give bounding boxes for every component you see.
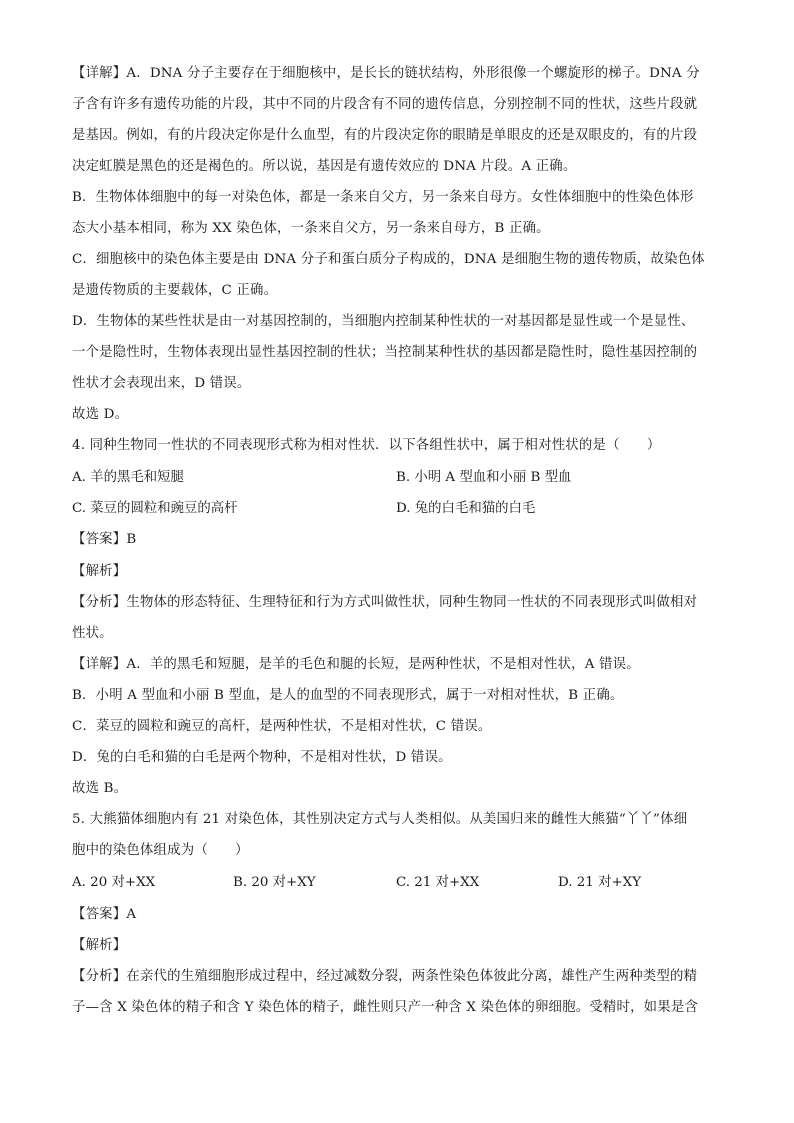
- q4-explain-line: B．小明 A 型血和小丽 B 型血，是人的血型的不同表现形式，属于一对相对性状，B 正确。: [72, 688, 624, 703]
- q5-option-d: D. 21 对+XY: [558, 875, 642, 890]
- q5-analysis-label: 【解析】: [72, 938, 127, 953]
- question-4-stem: 4. 同种生物同一性状的不同表现形式称为相对性状．以下各组性状中，属于相对性状的是（ ）: [72, 438, 661, 453]
- detail-line: C．细胞核中的染色体主要是由 DNA 分子和蛋白质分子构成的，DNA 是细胞生物的遗传物质，故染色体: [72, 252, 705, 267]
- detail-line: 决定虹膜是黑色的还是褐色的。所以说，基因是有遗传效应的 DNA 片段。A 正确。: [72, 159, 577, 174]
- q4-explain-line: 【详解】A．羊的黑毛和短腿，是羊的毛色和腿的长短，是两种性状，不是相对性状，A 错误。: [72, 657, 640, 672]
- q4-analysis-label: 【解析】: [72, 564, 127, 579]
- q4-answer: 【答案】B: [72, 532, 137, 547]
- q5-explain-line: 【分析】在亲代的生殖细胞形成过程中，经过减数分裂，两条性染色体彼此分离，雄性产生两种类型的精: [72, 969, 698, 984]
- q4-option-d: D. 兔的白毛和猫的白毛: [396, 501, 536, 516]
- q5-explain-line: 子—含 X 染色体的精子和含 Y 染色体的精子，雌性则只产一种含 X 染色体的卵细胞。受精时，如果是含: [72, 1000, 699, 1015]
- q4-option-c: C. 菜豆的圆粒和豌豆的高杆: [72, 501, 238, 516]
- q4-option-b: B. 小明 A 型血和小丽 B 型血: [396, 470, 572, 485]
- q5-option-b: B. 20 对+XY: [233, 875, 316, 890]
- detail-line: B．生物体体细胞中的每一对染色体，都是一条来自父方，另一条来自母方。女性体细胞中的性染色体形: [72, 190, 694, 205]
- q4-explain-line: D．兔的白毛和猫的白毛是两个物种，不是相对性状，D 错误。: [72, 750, 452, 765]
- q4-explain-line: 性状。: [72, 626, 113, 641]
- detail-line: 一个是隐性时，生物体表现出显性基因控制的性状；当控制某种性状的基因都是隐性时，隐性基因控制的: [72, 345, 698, 360]
- detail-line: 态大小基本相同，称为 XX 染色体，一条来自父方，另一条来自母方，B 正确。: [72, 221, 550, 236]
- q4-conclusion: 故选 B。: [72, 781, 128, 796]
- question-5-stem-cont: 胞中的染色体组成为（ ）: [72, 843, 249, 858]
- q4-explain-line: C．菜豆的圆粒和豌豆的高杆，是两种性状，不是相对性状，C 错误。: [72, 719, 492, 734]
- q5-option-c: C. 21 对+XX: [396, 875, 480, 890]
- q4-explain-line: 【分析】生物体的形态特征、生理特征和行为方式叫做性状，同种生物同一性状的不同表现形式叫做相对: [72, 595, 698, 610]
- q5-answer: 【答案】A: [72, 907, 137, 922]
- q4-option-a: A. 羊的黑毛和短腿: [72, 470, 184, 485]
- detail-line: 子含有许多有遗传功能的片段，其中不同的片段含有不同的遗传信息，分别控制不同的性状，这些片段就: [72, 97, 698, 112]
- detail-line: 是基因。例如，有的片段决定你是什么血型，有的片段决定你的眼睛是单眼皮的还是双眼皮的，有的片段: [72, 128, 698, 143]
- detail-line: 是遗传物质的主要载体，C 正确。: [72, 283, 278, 298]
- q5-option-a: A. 20 对+XX: [72, 875, 156, 890]
- question-5-stem: 5. 大熊猫体细胞内有 21 对染色体，其性别决定方式与人类相似。从美国归来的雌性大熊猫“丫丫”体细: [72, 812, 688, 827]
- conclusion-line: 故选 D。: [72, 407, 129, 422]
- detail-line: 性状才会表现出来，D 错误。: [72, 376, 251, 391]
- detail-line: D．生物体的某些性状是由一对基因控制的，当细胞内控制某种性状的一对基因都是显性或一个是显性、: [72, 314, 695, 329]
- detail-line: 【详解】A．DNA 分子主要存在于细胞核中，是长长的链状结构，外形很像一个螺旋形的梯子。DNA 分: [72, 66, 700, 81]
